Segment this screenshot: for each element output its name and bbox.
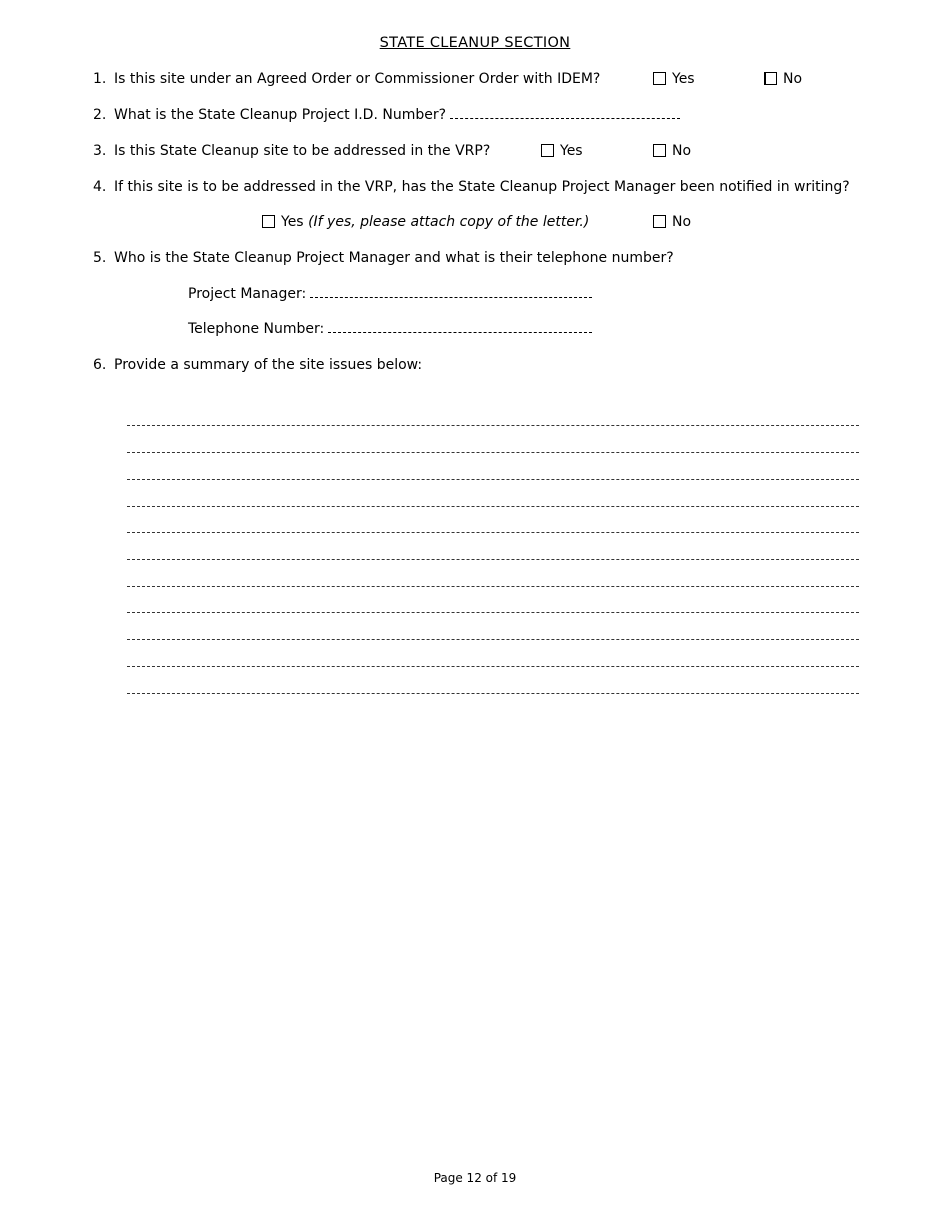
telephone-label: Telephone Number: [188, 321, 325, 337]
q1-yes-option[interactable] [653, 70, 695, 88]
telephone-row [188, 320, 592, 338]
q3-no-checkbox[interactable] [653, 144, 666, 157]
summary-line[interactable] [127, 612, 859, 613]
question-5-text: Who is the State Cleanup Project Manager and what is their telephone number? [114, 250, 674, 266]
question-2-number: 2. [93, 107, 107, 123]
telephone-field[interactable] [328, 320, 592, 333]
q3-yes-option[interactable] [541, 142, 583, 160]
summary-line[interactable] [127, 559, 859, 560]
q1-yes-checkbox[interactable] [653, 72, 666, 85]
q4-yes-option[interactable] [262, 213, 589, 231]
q1-no-label: No [783, 71, 803, 87]
question-6-number: 6. [93, 357, 107, 373]
q4-no-option[interactable] [653, 213, 691, 231]
summary-line[interactable] [127, 586, 859, 587]
question-2-text: What is the State Cleanup Project I.D. Number? [114, 107, 447, 123]
question-1-number: 1. [93, 71, 107, 87]
q1-no-checkbox[interactable] [764, 72, 777, 85]
summary-line[interactable] [127, 693, 859, 694]
q3-no-label: No [672, 143, 692, 159]
project-manager-label: Project Manager: [188, 286, 307, 302]
q4-yes-label: Yes [281, 214, 304, 230]
question-2-row [114, 106, 680, 124]
summary-line[interactable] [127, 425, 859, 426]
project-manager-field[interactable] [310, 285, 592, 298]
q3-yes-label: Yes [560, 143, 583, 159]
q4-no-label: No [672, 214, 692, 230]
summary-line[interactable] [127, 506, 859, 507]
q1-yes-label: Yes [672, 71, 695, 87]
summary-line[interactable] [127, 479, 859, 480]
page-number: Page 12 of 19 [433, 1171, 517, 1185]
question-5-number: 5. [93, 250, 107, 266]
question-4-text: If this site is to be addressed in the VRP, has the State Cleanup Project Manager been notified in writing? [114, 179, 850, 195]
question-3-text: Is this State Cleanup site to be addressed in the VRP? [114, 143, 491, 159]
question-6-text: Provide a summary of the site issues below: [114, 357, 423, 373]
project-id-field[interactable] [450, 106, 680, 119]
summary-line[interactable] [127, 532, 859, 533]
summary-line[interactable] [127, 666, 859, 667]
question-3-number: 3. [93, 143, 107, 159]
question-4-number: 4. [93, 179, 107, 195]
summary-line[interactable] [127, 639, 859, 640]
q4-yes-checkbox[interactable] [262, 215, 275, 228]
summary-line[interactable] [127, 452, 859, 453]
question-1-text: Is this site under an Agreed Order or Commissioner Order with IDEM? [114, 71, 601, 87]
q1-no-option[interactable] [764, 70, 802, 88]
q4-yes-note: (If yes, please attach copy of the letter.) [308, 214, 590, 230]
q3-no-option[interactable] [653, 142, 691, 160]
page-title: STATE CLEANUP SECTION [379, 35, 571, 51]
q4-no-checkbox[interactable] [653, 215, 666, 228]
q3-yes-checkbox[interactable] [541, 144, 554, 157]
project-manager-row [188, 285, 592, 303]
